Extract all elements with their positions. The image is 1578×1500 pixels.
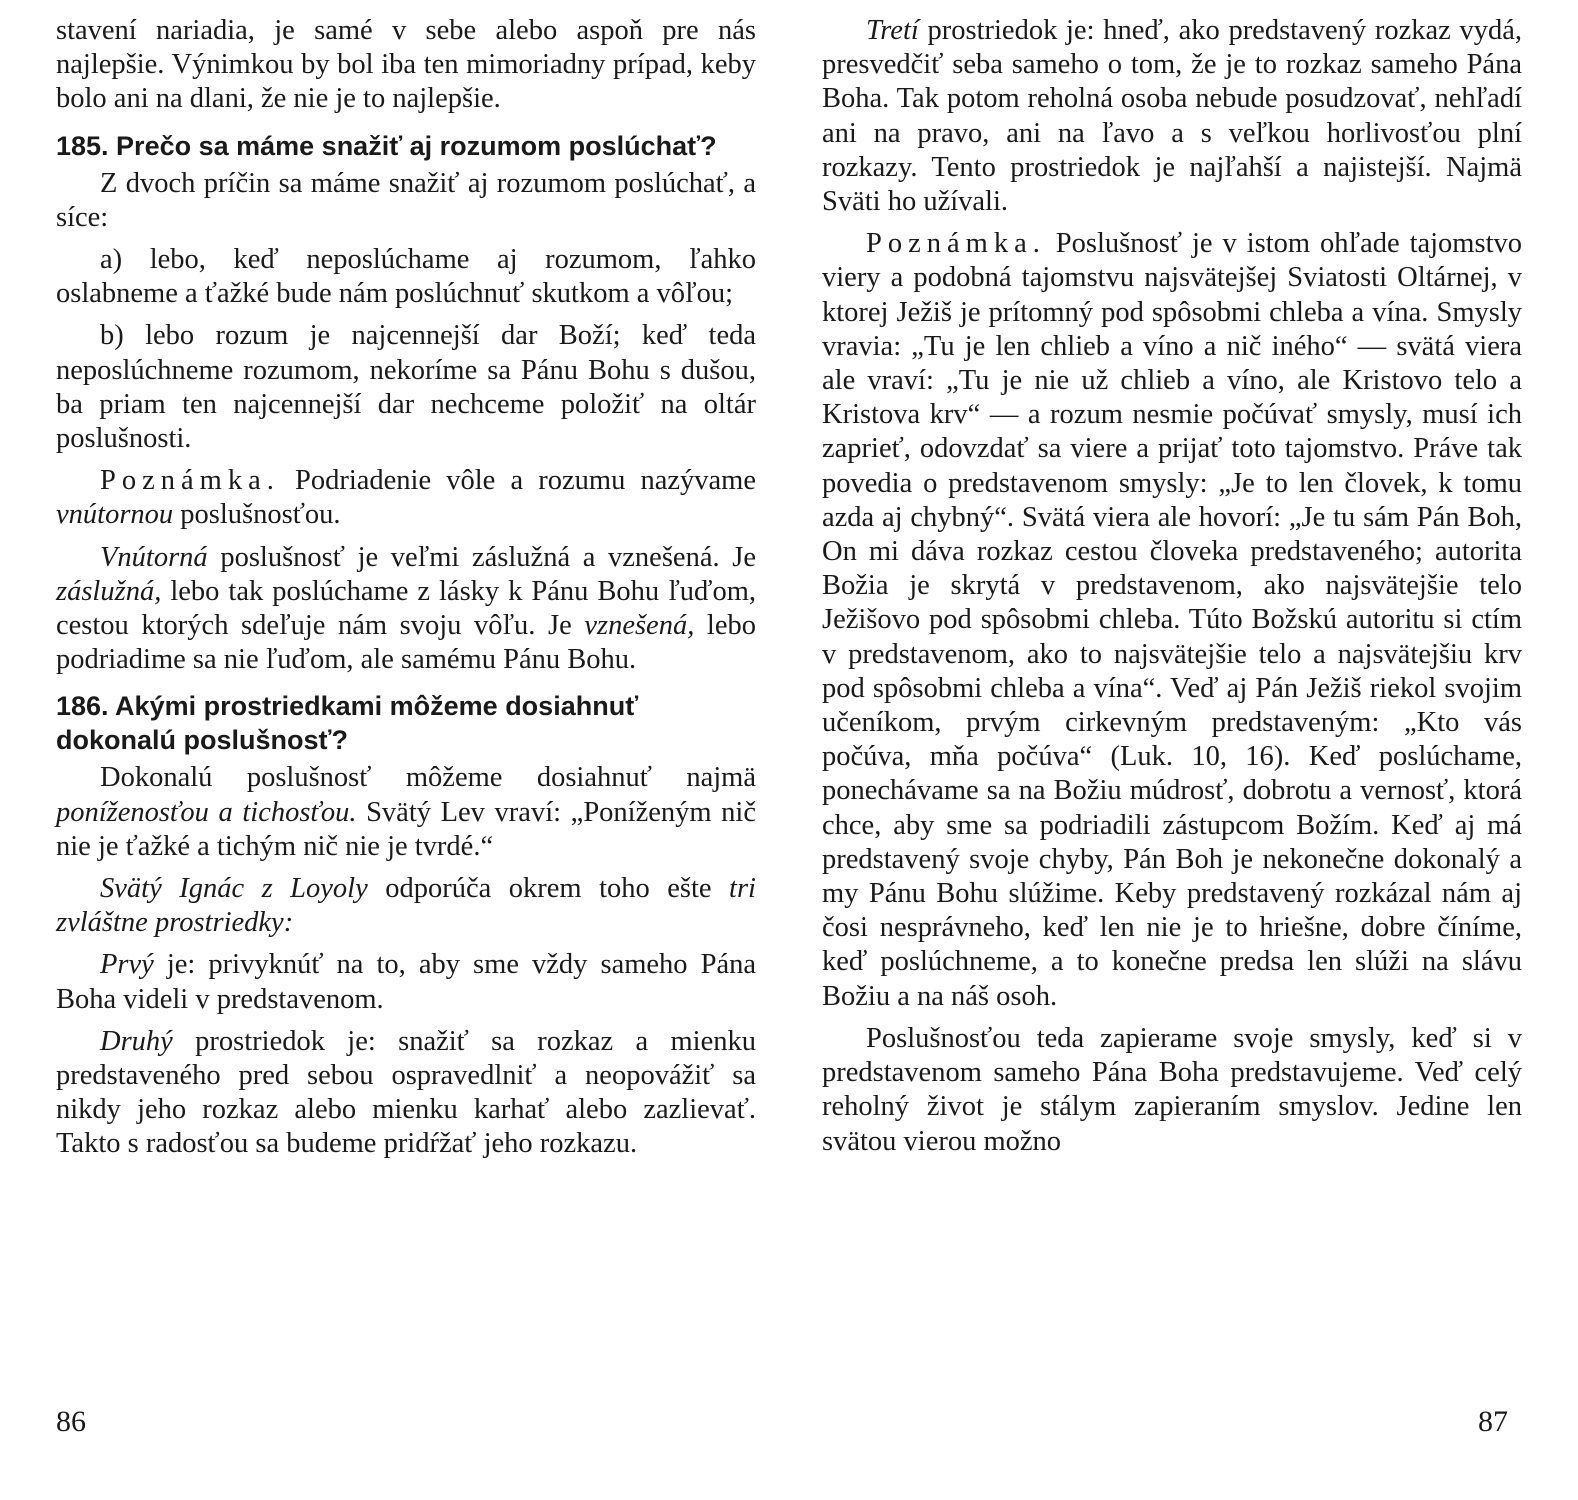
text-run: je: privyknúť na to, aby sme vždy sameho Pána Boha videli v predstavenom. (56, 949, 756, 1015)
text-run: prostriedok je: snažiť sa rozkaz a mienku predstaveného pred sebou ospravedlniť a neopovážiť sa nikdy jeho rozkaz alebo mienku karhať alebo zazlievať. Takto s radosťou sa budeme pridŕžať jeho rozkazu. (56, 1025, 756, 1160)
paragraph: Poslušnosťou teda zapierame svoje smysly, keď si v predstavenom sameho Pána Boha predstavujeme. Veď celý reholný život je stálym zapieraním smyslov. Jedine len svätou vierou možno (822, 1022, 1522, 1157)
left-page (56, 14, 756, 1170)
text-run: Dokonalú poslušnosť môžeme dosiahnuť najmä (100, 762, 756, 794)
question-185-heading: 185. Prečo sa máme snažiť aj rozumom poslúchať? (56, 130, 717, 161)
emphasis: Prvý (100, 949, 154, 981)
page-number-left: 86 (56, 1405, 86, 1438)
emphasis: záslužná, (56, 575, 162, 607)
text-run: Podriadenie vôle a rozumu nazývame (279, 465, 756, 497)
emphasis: tri zvláštne prostriedky: (56, 873, 756, 939)
paragraph (822, 14, 1522, 219)
emphasis: Tretí (866, 15, 919, 46)
text-run: poslušnosťou. (173, 499, 341, 531)
paragraph: Z dvoch príčin sa máme snažiť aj rozumom poslúchať, a síce: (56, 167, 756, 233)
paragraph (56, 948, 756, 1016)
note-paragraph (822, 227, 1522, 1014)
emphasis: poníženosťou a tichosťou. (56, 796, 357, 828)
question-186-heading: 186. Akými prostriedkami môžeme dosiahnuť dokonalú poslušnosť? (56, 691, 639, 756)
page-number-right: 87 (1478, 1405, 1508, 1438)
text-run: odporúča okrem toho ešte (367, 873, 730, 905)
text-run: poslušnosť je veľmi záslužná a vznešená. Je (207, 541, 756, 573)
emphasis: Vnútorná (100, 541, 208, 573)
text-run: Poslušnosť je v istom ohľade tajomstvo viery a podobná tajomstvu najsvätejšej Sviatosti Oltárnej, v ktorej Ježiš je prítomný pod spôsobmi chleba a vína. Smysly vravia: „Tu je len chlieb a víno a nič iného“ — svätá viera ale vraví: „Tu je nie už chlieb a víno, ale Kristovo telo a Kristova krv“ — a rozum nesmie počúvať smysly, musí ich zaprieť, odovzdať sa viere a prijať toto tajomstvo. Práve tak povedia o predstavenom smysly: „Je to len človek, k tomu azda aj chybný“. Svätá viera ale hovorí: „Je tu sám Pán Boh, On mi dáva rozkaz cestou človeka predstaveného; autorita Božia je skrytá v predstavenom, ako najsvätejšie telo Ježišovo pod spôsobmi chleba. Túto Božskú autoritu si ctím v predstavenom, ako to najsvätejšie telo a najsvätejšiu krv pod spôsobmi chleba a vína“. Veď aj Pán Ježiš riekol svojim učeníkom, prvým cirkevným predstaveným: „Kto vás počúva, mňa počúva“ (Luk. 10, 16). Keď poslúchame, ponechávame sa na Božiu múdrosť, dobrotu a vernosť, ktorá chce, aby sme sa podriadili zástupcom Božím. Keď aj má predstavený svoje chyby, Pán Boh je nekonečne dokonalý a my Pánu Bohu slúžime. Keby predstavený rozkázal nám aj čosi nesprávneho, keď len nie je to hriešne, dobre číníme, keď poslúchneme, a to konečne predsa len slúži na slávu Božiu a na náš osoh. (822, 228, 1522, 1012)
emphasis: Druhý (100, 1025, 173, 1057)
text-run: Svätý Lev vraví: „Poníženým nič nie je ťažké a tichým nič nie je tvrdé.“ (56, 796, 756, 862)
note-paragraph (56, 464, 756, 532)
paragraph (56, 872, 756, 940)
emphasis: vnútornou (56, 499, 174, 531)
paragraph (56, 1025, 756, 1162)
paragraph: stavení nariadia, je samé v sebe alebo aspoň pre nás najlepšie. Výnimkou by bol iba ten mimoriadny prípad, keby bolo ani na dlani, že nie je to najlepšie. (56, 15, 756, 115)
paragraph (56, 761, 756, 864)
text-run: prostriedok je: hneď, ako predstavený rozkaz vydá, presvedčiť seba sameho o tom, že je to rozkaz sameho Pána Boha. Tak potom reholná osoba nebude posudzovať, nehľadí ani na pravo, ani na ľavo a s veľkou horlivosťou plní rozkazy. Tento prostriedok je najľahší a najistejší. Najmä Sväti ho užívali. (822, 15, 1522, 218)
paragraph (56, 541, 756, 678)
paragraph: b) lebo rozum je najcennejší dar Boží; keď teda neposlúchneme rozumom, nekoríme sa Pánu Bohu s dušou, ba priam ten najcennejší dar nechceme položiť na oltár poslušnosti. (56, 320, 756, 455)
right-page (822, 14, 1522, 1167)
text-run: lebo podriadime sa nie ľuďom, ale samému Pánu Bohu. (56, 610, 756, 676)
emphasis: Svätý Ignác z Loyoly (100, 873, 368, 905)
emphasis: vznešená, (584, 610, 695, 642)
paragraph: a) lebo, keď neposlúchame aj rozumom, ľahko oslabneme a ťažké bude nám poslúchnuť skutkom a vôľou; (56, 244, 756, 310)
note-label: Poznámka. (866, 228, 1046, 260)
note-label: Poznámka. (100, 465, 280, 497)
text-run: lebo tak poslúchame z lásky k Pánu Bohu ľuďom, cestou ktorých sdeľuje nám svoju vôľu. Je (56, 575, 756, 642)
